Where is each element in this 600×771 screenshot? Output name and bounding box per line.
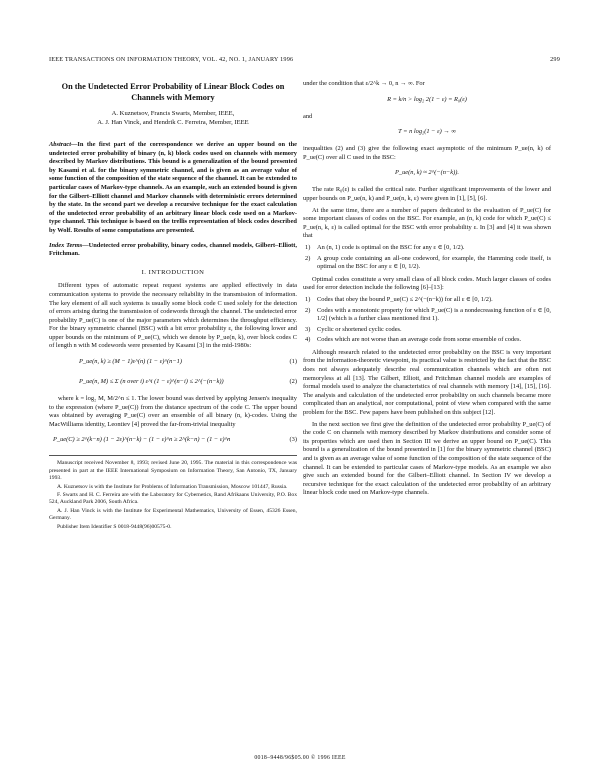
list-item: 3) Cyclic or shortened cyclic codes. [305,325,402,333]
running-header [49,56,560,68]
footnote-received: Manuscript received November 8, 1993; revised June 20, 1995. The material in this correspondence was presented in part at the IEEE International Symposium on Information Theory, San Antonio, TX, January 1993. [49,460,297,482]
optimal-code-list [303,244,551,272]
intro-paragraph-1: Different types of automatic repeat request systems are applied effectively in data communication systems to provide the necessary reliability in the transmission of information. The key element of all such systems is usually some block code C used solely for the detection of errors arising during the transmission of codewords through the channel. The undetected error probability P_ue(C) is one of the major parameters which determines the throughput efficiency. For the binary symmetric channel (BSC) with a bit error probability ε, the following lower and upper bounds on the minimum of P_ue(C), which we denote by P_ue(n, k), over block codes C of length n with M codewords were presented by Kasami [3] in the mid-1980s: [49,282,297,350]
paper-title: On the Undetected Error Probability of Linear Block Codes on Channels with Memory [61,82,285,102]
footnote-authors-swarts-ferreira: F. Swarts and H. C. Ferreira are with the Laboratory for Cybernetics, Rand Afrikaans University, P.O. Box 524, Auckland Park 2006, South Africa. [49,492,297,506]
and-word: and [303,112,313,120]
paragraph-inequalities: inequalities (2) and (3) give the following exact asymptotic of the minimum P_ue(n, k) of P_ue(C) over all C used in the BSC: [303,145,551,161]
footnote-publisher-id: Publisher Item Identifier S 0018-9448(96)00575-0. [57,523,172,530]
list-item: 2) Codes with a monotonic property for which P_ue(C) is a nondecreasing function of ε ∈ [0, 1/2] (which is a further class mentioned first 1). [305,306,551,323]
equation-3-number: (3) [289,436,297,444]
list-item-text: Codes which are not worse than an average code from some ensemble of codes. [317,336,522,344]
list-item-text: Codes that obey the bound P_ue(C) ≤ 2^(−(n−k)) for all ε ∈ [0, 1/2). [317,295,493,303]
list-item-text: Codes with a monotonic property for which P_ue(C) is a nondecreasing function of ε ∈ [0, 1/2] (which is a further class mentioned first 1). [317,306,551,323]
equation-t-condition [303,125,551,141]
index-terms-label: Index Terms— [49,241,89,249]
page-number: 299 [550,56,560,63]
paragraph-optimal-codes: At the same time, there are a number of papers dedicated to the evaluation of P_ue(C) for some important classes of codes on the BSC. For example, an (n, k) code for which P_ue(C) ≤ P_ue(n, k, ε) is called optimal for the BSC with error probability ε. In [3] and [4] it was shown that [303,206,551,240]
footnote-author-kuznetsov: A. Kuznetsov is with the Institute for Problems of Information Transmission, Moscow 101447, Russia. [57,483,288,490]
left-column [49,80,297,532]
section-heading-introduction: I. INTRODUCTION [141,268,205,276]
list-item: 4) Codes which are not worse than an average code from some ensemble of codes. [305,336,522,344]
list-item-text: A group code containing an all-one codeword, for example, the Hamming code itself, is optimal on the BSC for any ε ∈ [0, 1/2). [317,254,551,271]
copyright-footer: 0018–9448/96$05.00 © 1996 IEEE [254,755,346,761]
list-item-text: An (n, 1) code is optimal on the BSC for any ε ∈ [0, 1/2). [317,243,465,251]
equation-3-body: P_ue(C) ≥ 2^(k−n) (1 − 2ε)^(n−k) − (1 − ε)^n ≥ 2^(k−n) − (1 − ε)^n [53,436,231,444]
equation-asymptotic [303,166,551,182]
index-terms-text: Undetected error probability, binary codes, channel models, Gilbert–Elliott, Fritchman. [49,241,298,258]
author-list [49,109,297,127]
right-column [303,80,551,501]
equation-rate-condition [303,93,551,109]
list-item-text: Cyclic or shortened cyclic codes. [317,325,402,333]
list-item: 1) An (n, 1) code is optimal on the BSC for any ε ∈ [0, 1/2). [305,243,465,251]
footnote-author-vinck: A. J. Han Vinck is with the Institute for Experimental Mathematics, University of Essen, 45326 Essen, Germany. [49,507,297,522]
authors-line-2: A. J. Han Vinck, and Hendrik C. Ferreira, Member, IEEE [97,119,249,126]
list-item: 1) Codes that obey the bound P_ue(C) ≤ 2^(−(n−k)) for all ε ∈ [0, 1/2). [305,295,493,303]
paragraph-critical-rate: The rate R₀(ε) is called the critical rate. Further significant improvements of the lower and upper bounds on P_ue(n, k) and P_ue(n, k, ε) were given in [1], [5], [6]. [303,186,551,202]
paragraph-although: Although research related to the undetected error probability on the BSC is very important from the information-theoretic viewpoint, its practical value is restricted by the fact that the BSC does not always adequately describe real communication channels which are often not memoryless at all [13]. The Gilbert, Elliott, and Fritchman channel models are examples of formal models used to analyze the characteristics of real channels with memory [14], [15], [16]. The analysis and calculation of the undetected error probability on such channels became more complicated than an analytical, nor computational, point of view when compared with the same problem for the BSC. Few papers have been published on this subject [12]. [303,348,551,417]
equation-t-condition-body: T = n log₂(1 − ε) → ∞ [398,128,456,136]
equation-asymptotic-body: P_ue(n, k) ≈ 2^(−(n−k)). [395,169,459,177]
abstract-label: Abstract— [49,141,78,148]
journal-header: IEEE TRANSACTIONS ON INFORMATION THEORY, VOL. 42, NO. 1, JANUARY 1996 [49,56,294,63]
authors-line-1: A. Kuznetsov, Francis Swarts, Member, IEEE, [111,110,235,117]
equation-2-number: (2) [289,378,297,386]
code-classes-list [303,296,551,345]
index-terms [49,242,297,259]
right-intro-line: under the condition that ε/2^k → 0, n → ∞. For [303,80,425,87]
equation-1 [49,355,297,371]
equation-1-number: (1) [289,358,297,366]
equation-rate-condition-body: R = k/n > log₂ 2(1 − ε) = R₀(ε) [387,95,467,103]
footnotes [49,455,297,531]
paragraph-next-section: In the next section we first give the definition of the undetected error probability P_ue(C) of the code C on channels with memory described by Markov distributions and consider some of its properties which are used then in Section III we derive an upper bound on P_ue(C). This bound is a generalization of the bound presented in [1] for the binary symmetric channel (BSC) and is given as an average value of some function of the composition of the state sequence of the channel. It can be extended to particular cases of Markov-type models. As an example we also give such an extended bound for the Gilbert–Elliott channel. In Section IV we develop a recursive technique for the exact calculation of the undetected error probability of an arbitrary linear block code used on Markov-type channels. [303,420,551,497]
paragraph-code-classes: Optimal codes constitute a very small class of all block codes. Much larger classes of codes used for error detection include the following [6]–[13]: [303,275,551,292]
equation-2-body: P_ue(n, M) ≤ Σ (n over i) ε^i (1 − ε)^(n−i) ≤ 2^(−(n−k)) [79,378,224,386]
equation-3 [49,433,297,449]
abstract [49,141,297,236]
equation-2 [49,375,297,391]
intro-paragraph-2: where k = log₂ M, M/2^n ≤ 1. The lower bound was derived by applying Jensen's inequality to the expression (where P_ue(C)) from the distance spectrum of the code C. The upper bound was obtained by averaging P_ue(C) over an ensemble of all binary (n, k)-codes. Using the MacWilliams identity, Leontiev [4] proved the far-from-trivial inequality [49,395,297,428]
abstract-text: In the first part of the correspondence we derive an upper bound on the undetected error probability of binary (n, k) block codes used on channels with memory described by Markov distributions. This bound is a generalization of the bound presented by Kasami et al. for the binary symmetric channel, and is given as an average value of some function of the composition of the state sequence of the channel. It can be extended to particular cases of Markov-type channels. As an example, such an extended bound is given for the Gilbert–Elliott channel and Markov channels with deterministic errors determined by the state. In the second part we develop a recursive technique for the exact calculation of the undetected error probability of an arbitrary linear block code used on a Markov-type channel. This technique is based on the trellis representation of block codes described by Wolf. Results of some computations are presented. [49,141,297,234]
equation-1-body: P_ue(n, k) ≥ (M − 1)ε^(n) (1 − ε)^(n−1) [79,358,182,366]
list-item: 2) A group code containing an all-one codeword, for example, the Hamming code itself, is optimal on the BSC for any ε ∈ [0, 1/2). [305,254,551,271]
